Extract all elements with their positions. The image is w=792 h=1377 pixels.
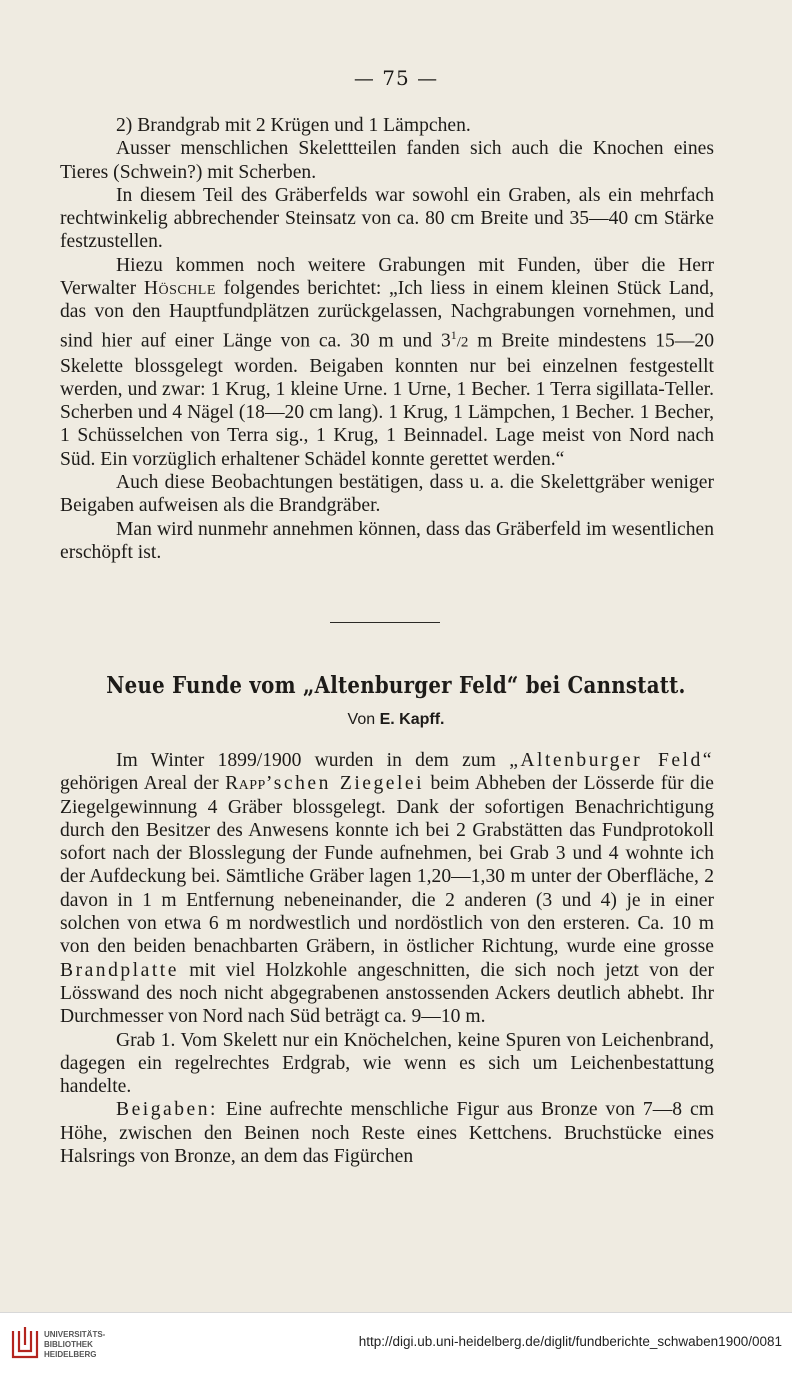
- paragraph-brandgrab: 2) Brandgrab mit 2 Krügen und 1 Lämpchen.: [116, 115, 471, 136]
- article-body: [60, 749, 714, 1168]
- paragraph-grab-1: Grab 1. Vom Skelett nur ein Knöchelchen, keine Spuren von Leichenbrand, dagegen ein regelrechtes Erdgrab, wie wenn es sich um Leichenbestattung handelte.: [60, 1029, 714, 1098]
- paragraph-bericht: Hiezu kommen noch weitere Grabungen mit Funden, über die Herr Verwalter Höschle folgendes berichtet: „Ich liess in einem kleinen Stück Land, das von den Hauptfundplätzen zurückgelassen, Nachgrabungen vornehmen, und sind hier auf einer Länge von ca. 30 m und $3^1/2$ m Breite mindestens 15—20 Skelette blossgelegt worden. Beigaben konnten nur bei einzelnen festgestellt werden, und zwar: 1 Krug, 1 kleine Urne. 1 Urne, 1 Becher. 1 Terra sigillata-Teller. Scherben und 4 Nägel (18—20 cm lang). 1 Krug, 1 Lämpchen, 1 Becher. 1 Becher, 1 Schüsselchen von Terra sig., 1 Krug, 1 Beinnadel. Lage meist von Nord nach Süd. Ein vorzüglich erhaltener Schädel konnte gerettet werden.“: [60, 254, 714, 470]
- paragraph-beobachtungen: Auch diese Beobachtungen bestätigen, dass u. a. die Skelettgräber weniger Beigaben aufweisen als die Brandgräber.: [60, 471, 714, 517]
- person-name: Höschle: [143, 278, 216, 300]
- top-section: [60, 114, 714, 564]
- byline: Von E. Kapff.: [347, 711, 445, 728]
- page-number: — 75 —: [353, 66, 439, 90]
- paragraph-winter: Im Winter 1899/1900 wurden in dem zum „Altenburger Feld“ gehörigen Areal der Rapp’schen Ziegelei beim Abheben der Lösserde für die Ziegelgewinnung 4 Gräber blossgelegt. Dank der sofortigen Benachrichtigung durch den Besitzer des Anwesens konnte ich bei 2 Grabstätten das Fundprotokoll sofort nach der Blosslegung der Funde aufnehmen, bei Grab 3 und 4 wohnte ich der Aufdeckung bei. Sämtliche Gräber lagen 1,20—1,30 m unter der Oberfläche, 2 davon in 1 m Entfernung nebeneinander, die 2 anderen (3 und 4) je in einer solchen von etwa 6 m nordwestlich und nordöstlich von den ersteren. Ca. 10 m von den beiden benachbarten Gräbern, in östlicher Richtung, wurde eine grosse Brandplatte mit viel Holzkohle angeschnitten, die sich noch jetzt von der Lösswand des noch nicht abgegrabenen anstossenden Ackers deutlich abhebt. Ihr Durchmesser von Nord nach Süd beträgt ca. 9—10 m.: [60, 750, 714, 1028]
- paragraph-erschoepft: Man wird nunmehr annehmen können, dass das Gräberfeld im wesentlichen erschöpft ist.: [60, 518, 714, 563]
- author-name: E. Kapff.: [379, 711, 445, 728]
- library-name: UNIVERSITÄTS- BIBLIOTHEK HEIDELBERG: [44, 1330, 106, 1359]
- paragraph-beigaben: Beigaben: Eine aufrechte menschliche Figur aus Bronze von 7—8 cm Höhe, zwischen den Beinen noch Reste eines Kettchens. Bruchstücke eines Halsrings von Bronze, an dem das Figürchen: [60, 1099, 714, 1168]
- source-url-link[interactable]: http://digi.ub.uni-heidelberg.de/diglit/fundberichte_schwaben1900/0081: [358, 1334, 782, 1349]
- article-title: Neue Funde vom „Altenburger Feld“ bei Cannstatt.: [106, 672, 686, 699]
- paragraph-knochen: Ausser menschlichen Skelettteilen fanden sich auch die Knochen eines Tieres (Schwein?) mit Scherben.: [60, 138, 714, 183]
- paragraph-graben: In diesem Teil des Gräberfelds war sowohl ein Graben, als ein mehrfach rechtwinkelig abbrechender Steinsatz von ca. 80 cm Breite und 35—40 cm Stärke festzustellen.: [60, 184, 714, 253]
- library-footer: [0, 1312, 792, 1377]
- library-logo-icon: [10, 1327, 40, 1361]
- section-divider: [330, 622, 440, 623]
